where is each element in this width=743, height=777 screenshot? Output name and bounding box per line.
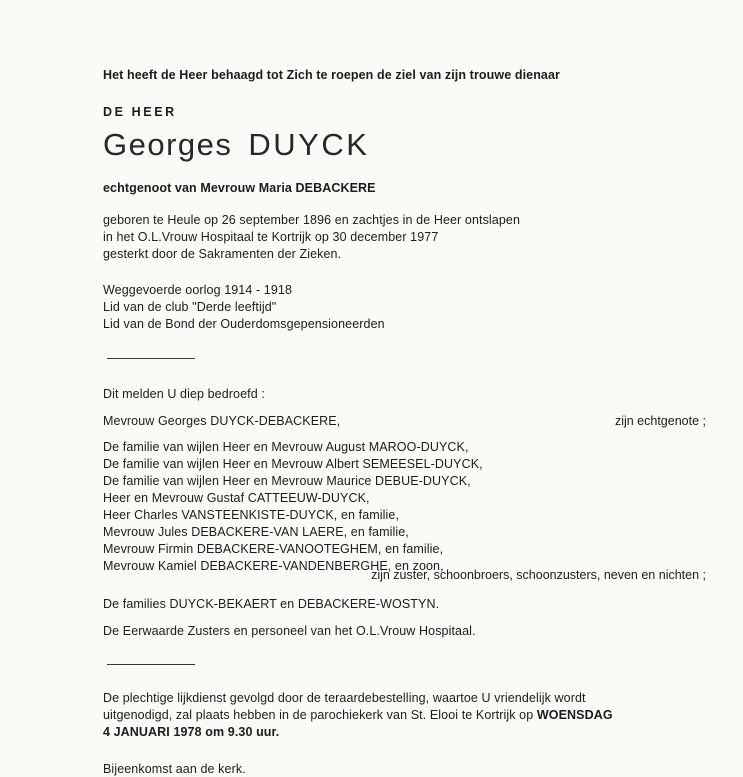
title-prefix: DE HEER (103, 105, 177, 119)
spouse-line: echtgenoot van Mevrouw Maria DEBACKERE (103, 181, 376, 195)
service-line: De plechtige lijkdienst gevolgd door de teraardebestelling, waartoe U vriendelijk wordt (103, 691, 586, 705)
opening-line: Het heeft de Heer behaagd tot Zich te roepen de ziel van zijn trouwe dienaar (103, 68, 560, 82)
family-line: Heer en Mevrouw Gustaf CATTEEUW-DUYCK, (103, 491, 370, 505)
membership-line: Lid van de club "Derde leeftijd" (103, 300, 277, 314)
widow-name: Mevrouw Georges DUYCK-DEBACKERE, (103, 414, 341, 428)
family-line: Mevrouw Firmin DEBACKERE-VANOOTEGHEM, en familie, (103, 542, 444, 556)
divider (107, 664, 195, 665)
service-date-time: 4 JANUARI 1978 om 9.30 uur. (103, 725, 280, 739)
family-line: Mevrouw Kamiel DEBACKERE-VANDENBERGHE, en zoon, (103, 559, 444, 573)
family-line: De familie van wijlen Heer en Mevrouw Maurice DEBUE-DUYCK, (103, 474, 471, 488)
gathering-note: Bijeenkomst aan de kerk. (103, 762, 246, 776)
family-line: Mevrouw Jules DEBACKERE-VAN LAERE, en familie, (103, 525, 409, 539)
birth-death-line: gesterkt door de Sakramenten der Zieken. (103, 247, 342, 261)
birth-death-line: in het O.L.Vrouw Hospitaal te Kortrijk op 30 december 1977 (103, 230, 439, 244)
family-line: De familie van wijlen Heer en Mevrouw August MAROO-DUYCK, (103, 440, 469, 454)
other-families: De families DUYCK-BEKAERT en DEBACKERE-WOSTYN. (103, 597, 440, 611)
family-line: De familie van wijlen Heer en Mevrouw Albert SEMEESEL-DUYCK, (103, 457, 483, 471)
relatives-summary: zijn zuster, schoonbroers, schoonzusters, neven en nichten ; (371, 568, 706, 582)
widow-relation: zijn echtgenote ; (614, 414, 706, 428)
birth-death-line: geboren te Heule op 26 september 1896 en zachtjes in de Heer ontslapen (103, 213, 521, 227)
hospital-staff: De Eerwaarde Zusters en personeel van het O.L.Vrouw Hospitaal. (103, 624, 476, 638)
service-weekday: WOENSDAG (536, 708, 613, 722)
service-line-text: uitgenodigd, zal plaats hebben in de parochiekerk van St. Elooi te Kortrijk op (103, 708, 534, 722)
deceased-first-name: Georges (103, 127, 233, 162)
family-line: Heer Charles VANSTEENKISTE-DUYCK, en familie, (103, 508, 400, 522)
service-line (103, 708, 613, 723)
divider (107, 358, 195, 359)
membership-line: Lid van de Bond der Ouderdomsgepensioneerden (103, 317, 385, 331)
deceased-surname: DUYCK (248, 127, 370, 162)
membership-line: Weggevoerde oorlog 1914 - 1918 (103, 283, 293, 297)
deceased-name (103, 128, 369, 162)
announce-intro: Dit melden U diep bedroefd : (103, 387, 265, 401)
